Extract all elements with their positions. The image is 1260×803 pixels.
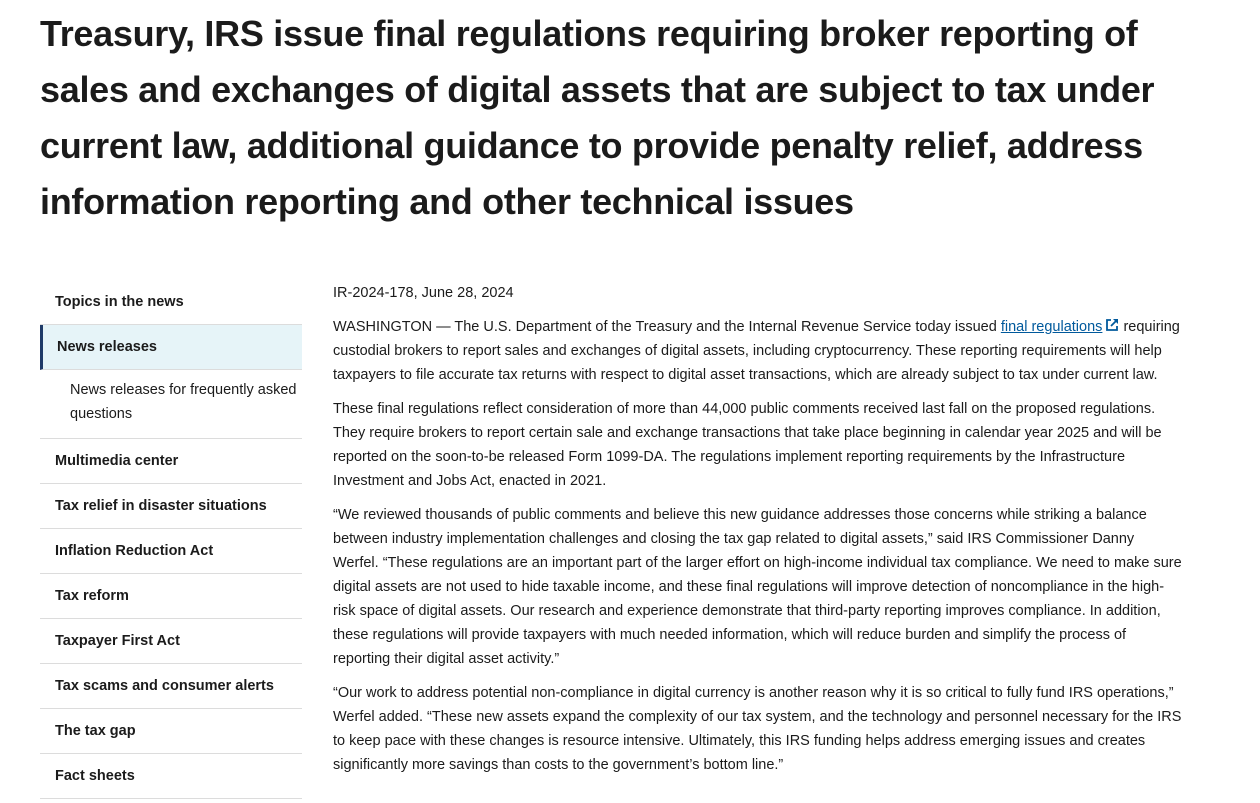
paragraph-2: These final regulations reflect consideration of more than 44,000 public comments received last fall on the proposed regulations. They require brokers to report certain sale and exchange transactions that take place beginning in calendar year 2025 and will be reported on the soon-to-be released Form 1099-DA. The regulations implement reporting requirements by the Infrastructure Investment and Jobs Act, enacted in 2021. xyxy=(333,401,1162,489)
paragraph-text: WASHINGTON — The U.S. Department of the Treasury and the Internal Revenue Service today issued xyxy=(333,319,1001,335)
article-body xyxy=(333,280,1183,787)
sidebar-item-tax-reform[interactable]: Tax reform xyxy=(40,574,302,619)
sidebar-item-tax-scams[interactable]: Tax scams and consumer alerts xyxy=(40,664,302,709)
sidebar-item-multimedia-center[interactable]: Multimedia center xyxy=(40,439,302,484)
sidebar-subitem-news-releases-faq[interactable]: News releases for frequently asked questions xyxy=(40,370,302,439)
page-title: Treasury, IRS issue final regulations requiring broker reporting of sales and exchanges of digital assets that are subject to tax under current law, additional guidance to provide penalty relief, address information reporting and other technical issues xyxy=(40,13,1155,222)
sidebar-item-tax-gap[interactable]: The tax gap xyxy=(40,709,302,754)
paragraph-4: “Our work to address potential non-compliance in digital currency is another reason why it is so critical to fully fund IRS operations,” Werfel added. “These new assets expand the complexity of our tax system, and the technology and personnel necessary for the IRS to keep pace with these changes is resource intensive. Ultimately, this IRS funding helps address emerging issues and creates significantly more savings than costs to the government’s bottom line.” xyxy=(333,685,1182,773)
external-link-icon xyxy=(1105,318,1119,332)
sidebar-item-fact-sheets[interactable]: Fact sheets xyxy=(40,754,302,799)
paragraph-text: requiring custodial brokers to report sales and exchanges of digital assets, including cryptocurrency. These reporting requirements will help taxpayers to file accurate tax returns with respect to digital asset transactions, which are already subject to tax under current law. xyxy=(333,319,1180,383)
sidebar-item-tax-relief-disaster[interactable]: Tax relief in disaster situations xyxy=(40,484,302,529)
sidebar-item-taxpayer-first-act[interactable]: Taxpayer First Act xyxy=(40,619,302,664)
sidebar-item-inflation-reduction-act[interactable]: Inflation Reduction Act xyxy=(40,529,302,574)
final-regulations-link[interactable]: final regulations xyxy=(1000,319,1103,335)
release-meta: IR-2024-178, June 28, 2024 xyxy=(333,285,514,301)
sidebar-item-news-releases[interactable]: News releases xyxy=(40,325,302,370)
sidebar-item-topics-in-the-news[interactable]: Topics in the news xyxy=(40,280,302,325)
paragraph-3: “We reviewed thousands of public comments and believe this new guidance addresses those concerns while striking a balance between industry implementation challenges and closing the tax gap related to digital assets,” said IRS Commissioner Danny Werfel. “These regulations are an important part of the larger effort on high-income individual tax compliance. We need to make sure digital assets are not used to hide taxable income, and these final regulations will improve detection of noncompliance in the high-risk space of digital assets. Our research and experience demonstrate that third-party reporting improves compliance. In addition, these regulations will provide taxpayers with much needed information, which will reduce burden and simplify the process of reporting their digital asset activity.” xyxy=(333,507,1182,667)
paragraph-1 xyxy=(333,315,1183,387)
sidebar-nav xyxy=(40,280,302,799)
